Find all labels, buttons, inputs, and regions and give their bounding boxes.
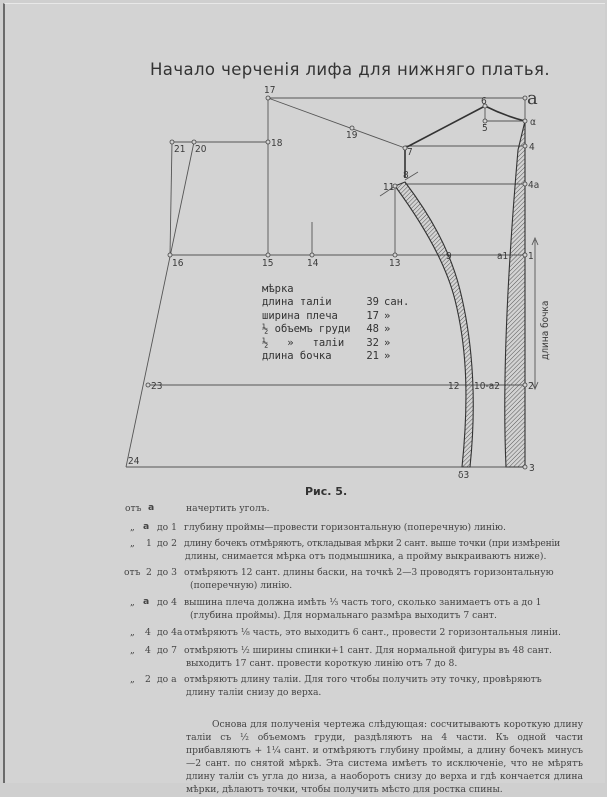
instruction-to: до 4a bbox=[157, 627, 183, 638]
instruction-text: отмѣряютъ длину таліи. Для того чтобы получить эту точку, провѣряютъ bbox=[184, 674, 542, 685]
point-8-label: 8 bbox=[403, 170, 409, 181]
instruction-from: 1 bbox=[146, 538, 152, 549]
instruction-prefix: „ bbox=[130, 645, 135, 656]
instruction-text-cont: длину таліи снизу до верха. bbox=[186, 687, 322, 698]
point-14-label: 14 bbox=[307, 258, 319, 269]
instruction-prefix: „ bbox=[130, 522, 135, 533]
neck-curve bbox=[485, 106, 525, 121]
instruction-text-cont: (поперечную) линію. bbox=[190, 580, 293, 591]
instruction-to: до 7 bbox=[157, 645, 177, 656]
instruction-text: отмѣряютъ 12 сант. длины баски, на точкѣ 2—3 проводятъ горизонтальную bbox=[184, 567, 554, 578]
instruction-to: до 3 bbox=[157, 567, 177, 578]
point-4a-label: 4a bbox=[528, 180, 540, 191]
instruction-text-cont: длины, снимается мѣрка отъ подмышника, а пройму выкраиваютъ ниже). bbox=[185, 551, 547, 562]
line-20-24 bbox=[126, 142, 194, 467]
instruction-text-cont: выходитъ 17 сант. провести короткую линію отъ 7 до 8. bbox=[186, 658, 458, 669]
instruction-from: 4 bbox=[145, 627, 151, 638]
point-3-label: 3 bbox=[529, 463, 535, 474]
measurement-row: длина таліи 39 сан. bbox=[262, 296, 410, 309]
instruction-prefix: „ bbox=[130, 538, 135, 549]
instruction-from: a bbox=[143, 596, 150, 607]
line-21-16 bbox=[170, 142, 172, 255]
point-23-label: 23 bbox=[151, 381, 163, 392]
point-d3-label: δ3 bbox=[458, 470, 470, 481]
instruction-prefix: „ bbox=[130, 674, 135, 685]
point-18-label: 18 bbox=[271, 138, 283, 149]
point-2-label: 2 bbox=[528, 381, 534, 392]
point-9-label: 9 bbox=[446, 251, 452, 262]
instruction-from: a bbox=[143, 521, 150, 532]
instruction-prefix: отъ bbox=[124, 567, 141, 578]
side-length-label: длина бочка bbox=[540, 300, 551, 360]
instruction-text: глубину проймы—провести горизонтальную (поперечную) линію. bbox=[184, 522, 506, 533]
page-title: Начало черченія лифа для нижняго платья. bbox=[150, 60, 550, 79]
instruction-from: 2 bbox=[146, 567, 152, 578]
point-15-label: 15 bbox=[262, 258, 274, 269]
instruction-from: 2 bbox=[145, 674, 151, 685]
point-5-label: 5 bbox=[482, 123, 488, 134]
back-dart-right bbox=[505, 121, 525, 467]
instruction-text: начертить уголъ. bbox=[186, 503, 270, 514]
figure-caption: Рис. 5. bbox=[305, 485, 348, 498]
shoulder-line bbox=[405, 106, 485, 148]
instruction-text: отмѣряютъ ⅛ часть, это выходитъ 6 сант., провести 2 горизонтальныя линіи. bbox=[184, 627, 561, 638]
instruction-from: 4 bbox=[145, 645, 151, 656]
point-12-label: 12 bbox=[448, 381, 460, 392]
point-4-label: 4 bbox=[529, 142, 535, 153]
instruction-from: a bbox=[148, 502, 155, 513]
point-17-label: 17 bbox=[264, 85, 276, 96]
line-17-7 bbox=[268, 98, 405, 148]
instruction-prefix: отъ bbox=[125, 503, 142, 514]
point-20-label: 20 bbox=[195, 144, 207, 155]
point-1-label: 1 bbox=[528, 251, 534, 262]
instruction-text: вышина плеча должна имѣть ⅓ часть того, сколько занимаетъ отъ a до 1 bbox=[184, 597, 542, 608]
point-21-label: 21 bbox=[174, 144, 186, 155]
instruction-prefix: „ bbox=[130, 597, 135, 608]
instruction-to: до 4 bbox=[157, 597, 177, 608]
measurement-row: ширина плеча 17 » bbox=[262, 309, 391, 322]
measurements-heading: мѣрка bbox=[262, 283, 294, 295]
instruction-text-cont: (глубина проймы). Для нормальнаго размѣра выходитъ 7 сант. bbox=[190, 610, 497, 621]
measurements-table bbox=[262, 283, 409, 363]
measurement-row: ½ объемъ груди 48 » bbox=[262, 323, 391, 336]
measurement-row: ½ » таліи 32 » bbox=[262, 336, 391, 349]
instruction-to: до 1 bbox=[157, 522, 177, 533]
point-alpha-label: α bbox=[530, 117, 536, 128]
point-13-label: 13 bbox=[389, 258, 401, 269]
instruction-to: до a bbox=[157, 674, 177, 685]
instruction-text: отмѣряютъ ½ ширины спинки+1 сант. Для нормальной фигуры въ 48 сант. bbox=[184, 645, 552, 656]
instruction-text: длину бочекъ отмѣряютъ, откладывая мѣрки 2 сант. выше точки (при измѣреніи bbox=[184, 538, 561, 549]
instruction-to: до 2 bbox=[157, 538, 177, 549]
explanation-paragraph: Основа для полученія чертежа слѣдующая: сосчитываютъ короткую длину таліи съ ½ объемомъ груди, раздѣляютъ на 4 части. Къ одной части прибавляютъ + 1¼ сант. и отмѣряютъ глубину проймы, а длину бочекъ минусъ—2 сант. по снятой мѣркѣ. Эта система имѣетъ то исключеніе, что не мѣрятъ длину таліи съ угла до низа, а наоборотъ снизу до верха и гдѣ кончается длина мѣрки, дѣлаютъ точки, чтобы получить мѣсто для ростка спины. bbox=[186, 719, 583, 796]
measurement-row: длина бочка 21 » bbox=[262, 350, 391, 363]
point-a1-label: a1 bbox=[497, 251, 509, 262]
point-11-label: 11 bbox=[383, 182, 395, 193]
point-19-label: 19 bbox=[346, 130, 358, 141]
point-24-label: 24 bbox=[128, 456, 140, 467]
instruction-prefix: „ bbox=[130, 627, 135, 638]
point-6-label: 6 bbox=[481, 96, 487, 107]
point-7-label: 7 bbox=[407, 147, 413, 158]
point-a-label: a bbox=[527, 88, 538, 109]
point-10a2-label: 10-a2 bbox=[474, 381, 500, 392]
point-16-label: 16 bbox=[172, 258, 184, 269]
